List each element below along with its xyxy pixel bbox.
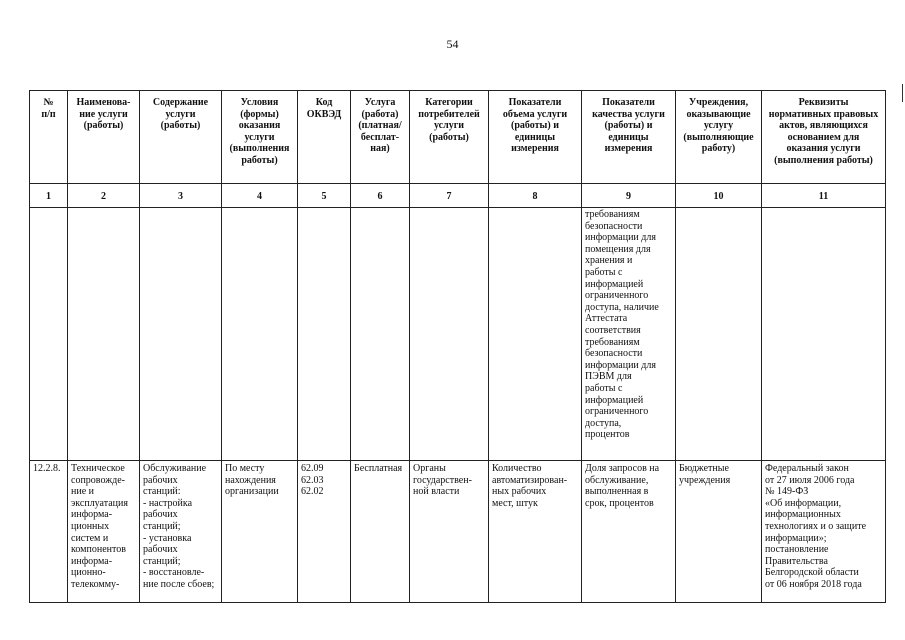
table-cell xyxy=(410,208,489,461)
index-cell: 4 xyxy=(222,184,298,208)
index-cell: 2 xyxy=(68,184,140,208)
table-cell xyxy=(489,208,582,461)
okved-cell: 62.09 62.03 62.02 xyxy=(298,461,351,603)
volume-indicator-cell: Количество автоматизирован- ных рабочих мест, штук xyxy=(489,461,582,603)
index-cell: 3 xyxy=(140,184,222,208)
conditions-cell: По месту нахождения организации xyxy=(222,461,298,603)
table-row-continuation xyxy=(30,208,886,461)
header-cell-conditions: Условия (формы) оказания услуги (выполнения работы) xyxy=(222,91,298,184)
services-table xyxy=(29,90,886,603)
header-cell-consumers: Категории потребителей услуги (работы) xyxy=(410,91,489,184)
table-row-12-2-8 xyxy=(30,461,886,603)
table-header-row xyxy=(30,91,886,184)
header-cell-service-content: Содержание услуги (работы) xyxy=(140,91,222,184)
header-cell-number: № п/п xyxy=(30,91,68,184)
service-content-cell: Обслуживание рабочих станций: - настройка рабочих станций; - установка рабочих станций; - восстановле- ние после сбоев; xyxy=(140,461,222,603)
table-cell xyxy=(298,208,351,461)
table-cell xyxy=(30,208,68,461)
table-cell xyxy=(140,208,222,461)
page-number: 54 xyxy=(446,37,459,51)
table-cell xyxy=(351,208,410,461)
header-cell-quality-indicators: Показатели качества услуги (работы) и единицы измерения xyxy=(582,91,676,184)
table-cell xyxy=(68,208,140,461)
index-cell: 7 xyxy=(410,184,489,208)
header-cell-legal-acts: Реквизиты нормативных правовых актов, являющихся основанием для оказания услуги (выполнения работы) xyxy=(762,91,886,184)
consumers-cell: Органы государствен- ной власти xyxy=(410,461,489,603)
margin-mark xyxy=(902,84,903,102)
table-index-row xyxy=(30,184,886,208)
table-cell xyxy=(762,208,886,461)
index-cell: 10 xyxy=(676,184,762,208)
header-cell-volume-indicators: Показатели объема услуги (работы) и единицы измерения xyxy=(489,91,582,184)
header-cell-institutions: Учреждения, оказывающие услугу (выполняющие работу) xyxy=(676,91,762,184)
header-cell-okved: Код ОКВЭД xyxy=(298,91,351,184)
quality-indicator-cell: Доля запросов на обслуживание, выполненная в срок, процентов xyxy=(582,461,676,603)
index-cell: 6 xyxy=(351,184,410,208)
paid-free-cell: Бесплатная xyxy=(351,461,410,603)
quality-continuation-cell: требованиям безопасности информации для помещения для хранения и работы с информацией ограниченного доступа, наличие Аттестата соответствия требованиям безопасности информации для ПЭВМ для работы с информацией ограниченного доступа, процентов xyxy=(582,208,676,461)
table-cell xyxy=(222,208,298,461)
legal-acts-cell: Федеральный закон от 27 июля 2006 года № 149-ФЗ «Об информации, информационных технологиях и о защите информации»; постановление Правительства Белгородской области от 06 ноября 2018 года xyxy=(762,461,886,603)
service-name-cell: Техническое сопровожде- ние и эксплуатация информа- ционных систем и компонентов информа- ционно- телекомму- xyxy=(68,461,140,603)
index-cell: 11 xyxy=(762,184,886,208)
header-cell-service-name: Наименова- ние услуги (работы) xyxy=(68,91,140,184)
header-cell-paid-free: Услуга (работа) (платная/ бесплат- ная) xyxy=(351,91,410,184)
row-number-cell: 12.2.8. xyxy=(30,461,68,603)
institutions-cell: Бюджетные учреждения xyxy=(676,461,762,603)
index-cell: 8 xyxy=(489,184,582,208)
index-cell: 5 xyxy=(298,184,351,208)
index-cell: 1 xyxy=(30,184,68,208)
index-cell: 9 xyxy=(582,184,676,208)
table-cell xyxy=(676,208,762,461)
